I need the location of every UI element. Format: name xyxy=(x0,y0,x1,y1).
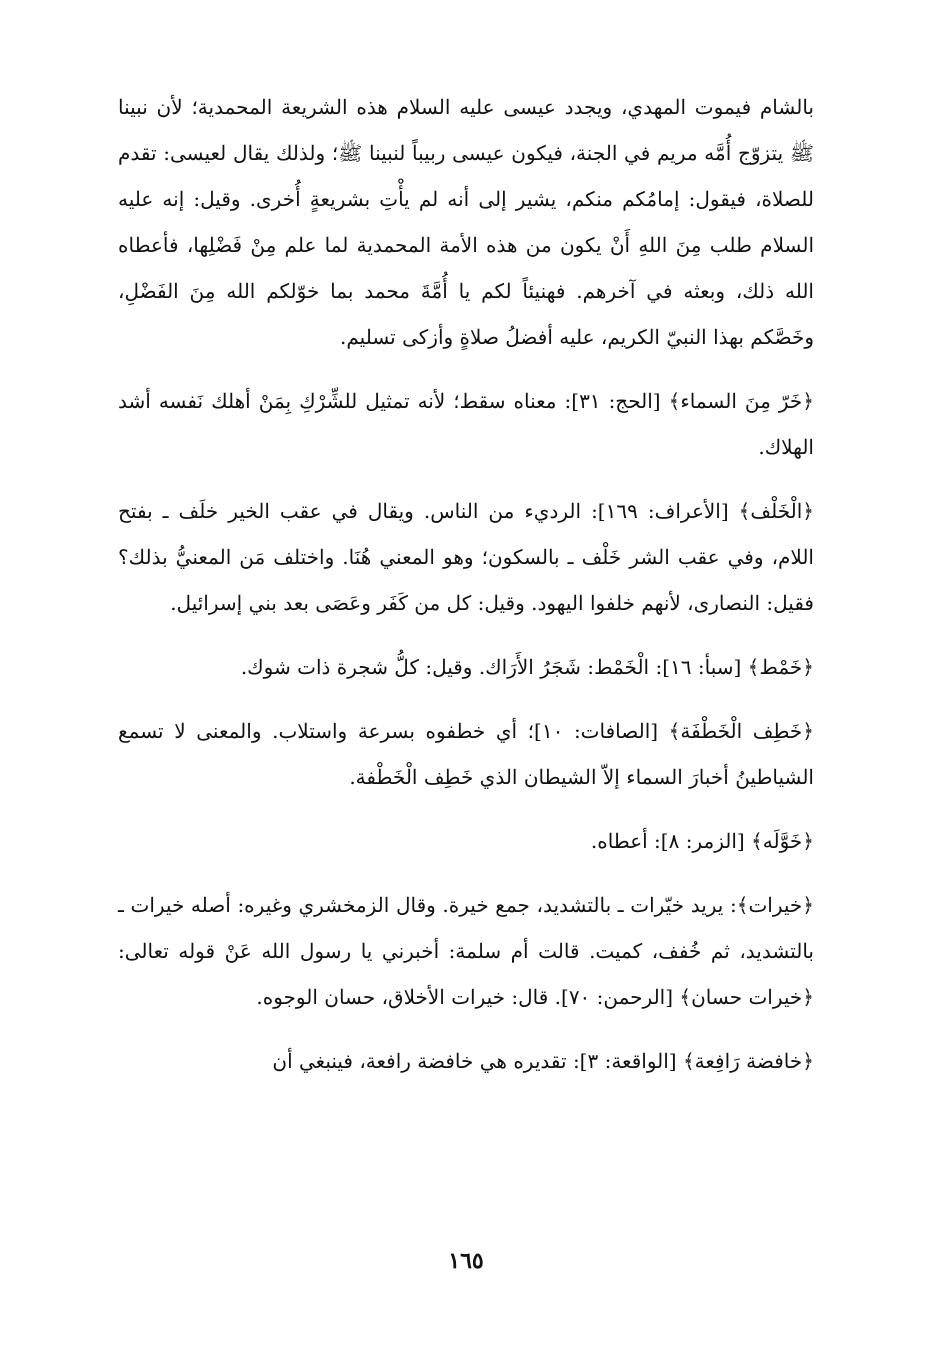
paragraph-4: ﴿خَمْط﴾ [سبأ: ١٦]: الْخَمْط: شَجَرُ الأَرَاك. وقيل: كلُّ شجرة ذات شوك. xyxy=(240,655,814,679)
paragraph-2: ﴿خَرّ مِنَ السماء﴾ [الحج: ٣١]: معناه سقط؛ لأنه تمثيل للشِّرْكِ بِمَنْ أهلك نَفسه أشد الهلاك. xyxy=(118,389,814,459)
paragraph-7: ﴿خيرات﴾: يريد خيّرات ـ بالتشديد، جمع خيرة. وقال الزمخشري وغيره: أصله خيرات ـ بالتشديد، ثم خُفف، كميت. قالت أم سلمة: أخبرني يا رسول الله عَنْ قوله تعالى: ﴿خيرات حسان﴾ [الرحمن: ٧٠]. قال: خيرات الأخلاق، حسان الوجوه. xyxy=(118,893,814,1009)
paragraph-1: بالشام فيموت المهدي، ويجدد عيسى عليه السلام هذه الشريعة المحمدية؛ لأن نبينا ﷺ يتزوّج أُمَّه مريم في الجنة، فيكون عيسى ربيباً لنبينا ﷺ؛ ولذلك يقال لعيسى: تقدم للصلاة، فيقول: إمامُكم منكم، يشير إلى أنه لم يأْتِ بشريعةٍ أُخرى. وقيل: إنه عليه السلام طلب مِنَ اللهِ أَنْ يكون من هذه الأمة المحمدية لما علم مِنْ فَضْلِها، فأعطاه الله ذلك، وبعثه في آخرهم. فهنيئاً لكم يا أُمَّةَ محمد بما خوّلكم الله مِنَ الفَضْلِ، وخَصَّكم بهذا النبيّ الكريم، عليه أفضلُ صلاةٍ وأزكى تسليم. xyxy=(118,95,814,349)
paragraph-5: ﴿خَطِف الْخَطْفَة﴾ [الصافات: ١٠]؛ أي خطفوه بسرعة واستلاب. والمعنى لا تسمع الشياطينُ أخبارَ السماء إلاّ الشيطان الذي خَطِف الْخَطْفة. xyxy=(118,719,814,789)
body-text xyxy=(118,84,814,1102)
paragraph-8: ﴿خافضة رَافِعة﴾ [الواقعة: ٣]: تقديره هي خافضة رافعة، فينبغي أن xyxy=(272,1049,814,1073)
paragraph-3: ﴿الْخَلْف﴾ [الأعراف: ١٦٩]: الرديء من الناس. ويقال في عقب الخير خلَف ـ بفتح اللام، وفي عقب الشر خَلْف ـ بالسكون؛ وهو المعني هُنَا. واختلف مَن المعنيُّ بذلك؟ فقيل: النصارى، لأنهم خلفوا اليهود. وقيل: كل من كَفَر وعَصَى بعد بني إسرائيل. xyxy=(118,499,814,615)
paragraph-6: ﴿خَوَّلَه﴾ [الزمر: ٨]: أعطاه. xyxy=(590,829,814,853)
page-number: ١٦٥ xyxy=(448,1248,484,1274)
